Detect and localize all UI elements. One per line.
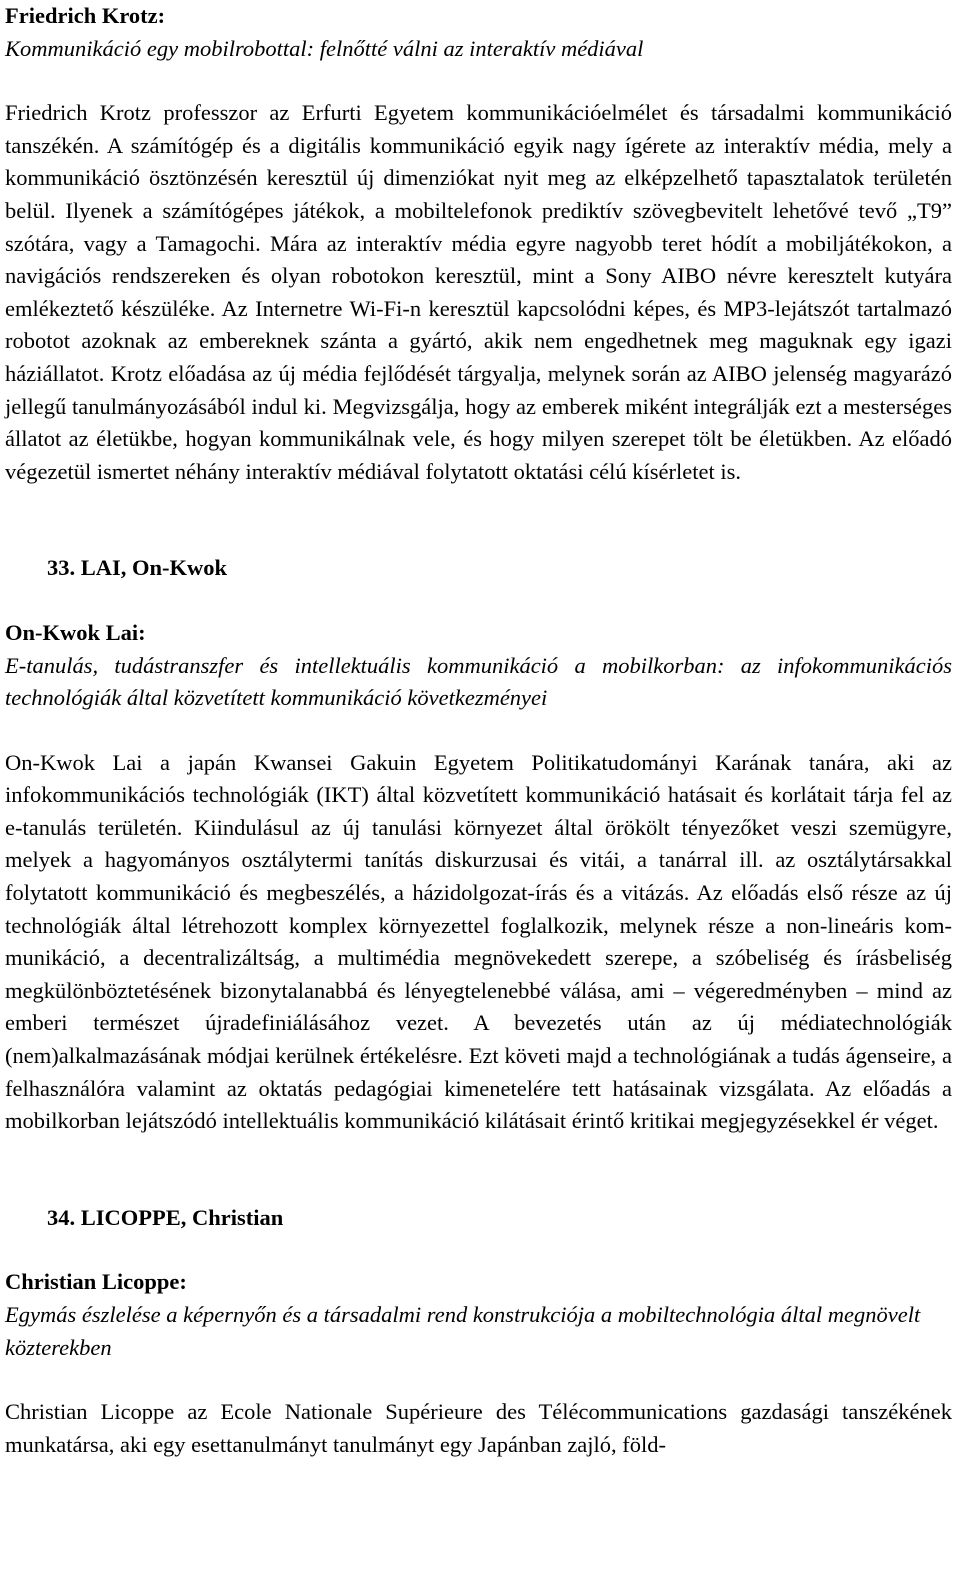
section-heading: 34. LICOPPE, Christian	[47, 1204, 284, 1230]
spacer	[5, 488, 952, 552]
author-name: On-Kwok Lai:	[5, 619, 146, 645]
entry-lai	[5, 552, 952, 1138]
spacer	[5, 1234, 952, 1266]
spacer	[5, 715, 952, 747]
section-heading: 33. LAI, On-Kwok	[47, 555, 228, 581]
talk-title: E-tanulás, tudástranszfer és intellektuális kommunikáció a mobilkorban: az infokommunikációs technológiák által közvetített kommunikáció következményei	[5, 652, 952, 711]
talk-title: Kommunikáció egy mobilrobottal: felnőtté válni az interaktív médiával	[5, 35, 644, 61]
talk-title: Egymás észlelése a képernyőn és a társadalmi rend konstrukciója a mobiltechnológia által megnövelt közterekben	[5, 1302, 921, 1360]
document-page	[5, 0, 952, 1461]
abstract-paragraph: On-Kwok Lai a japán Kwansei Gakuin Egyetem Politikatudományi Karának tanára, aki az infokommunikációs technológiák (IKT) által közvetített kommunikáció hatásait és korlátait tárja fel az e-tanulás területén. Kiindulásul az új tanulási környezet által örökölt tényezőket veszi szemügyre, melyek a hagyományos osztálytermi tanítás diskurzusai és vitái, a tanárral ill. az osztálytársakkal folytatott kommunikáció és megbeszélés, a házidolgozat-írás és a vitázás. Az előadás első része az új technológiák által létrehozott komplex környezettel foglalkozik, melynek része a non-lineáris kommunikáció, a decentralizáltság, a multimédia megnövekedett szerepe, a szóbeliség és írásbeliség megkülönböztetésének bizonytalanabbá és lényegtelenebbé válása, ami – végeredményben – mind az emberi természet újradefiniálásához vezet. A bevezetés után az új médiatechnológiák (nem)alkalmazásának módjai kerülnek értékelésre. Ezt követi majd a technológiának a tudás ágenseire, a felhasználóra valamint az oktatás pedagógiai kimenetelére tett hatásainak vizsgálata. Az előadás a mobilkorban lejátszódó intellektuális kommunikáció kilátásait érintő kritikai megjegyzésekkel ér véget.	[5, 749, 952, 1134]
abstract-paragraph: Friedrich Krotz professzor az Erfurti Egyetem kommunikációelmélet és társadalmi kommunikáció tanszékén. A számítógép és a digitális kommunikáció egyik nagy ígérete az interaktív média, mely a kommunikáció ösztönzésén keresztül új dimenziókat nyit meg az elképzelhető tapasztalatok területén belül. Ilyenek a számítógépes játékok, a mobiltelefonok prediktív szövegbevitelt lehetővé tevő „T9” szótára, vagy a Tamagochi. Mára az interaktív média egyre nagyobb teret hódít a mobiljátékokon, a navigációs rendszereken és olyan robotokon keresztül, mint a Sony AIBO névre keresztelt kutyára emlékeztető készüléke. Az Internetre Wi-Fi-n keresztül kapcsolódni képes, és MP3-lejátszót tartalmazó robotot azoknak az embereknek szánta a gyártó, akik nem engedhetnek meg maguknak egy igazi háziállatot. Krotz előadása az új média fejlődését tárgyalja, melynek során az AIBO jelenség magyarázó jellegű tanulmányozásából indul ki. Megvizsgálja, hogy az emberek miként integrálják ezt a mesterséges állatot az életükbe, hogyan kommunikálnak vele, és hogy milyen szerepet tölt be életükben. Az előadó végezetül ismertet néhány interaktív médiával folytatott oktatási célú kísérletet is.	[5, 100, 952, 484]
entry-krotz	[5, 0, 952, 488]
entry-licoppe	[5, 1202, 952, 1462]
spacer	[5, 65, 952, 97]
author-name: Friedrich Krotz:	[5, 3, 166, 28]
spacer	[5, 1364, 952, 1396]
spacer	[5, 1138, 952, 1202]
spacer	[5, 585, 952, 617]
abstract-paragraph: Christian Licoppe az Ecole Nationale Supérieure des Télécommunications gazdasági tanszékének munkatársa, aki egy esettanulmányt tanulmányt egy Japánban zajló, föld-	[5, 1399, 952, 1457]
author-name: Christian Licoppe:	[5, 1269, 187, 1295]
